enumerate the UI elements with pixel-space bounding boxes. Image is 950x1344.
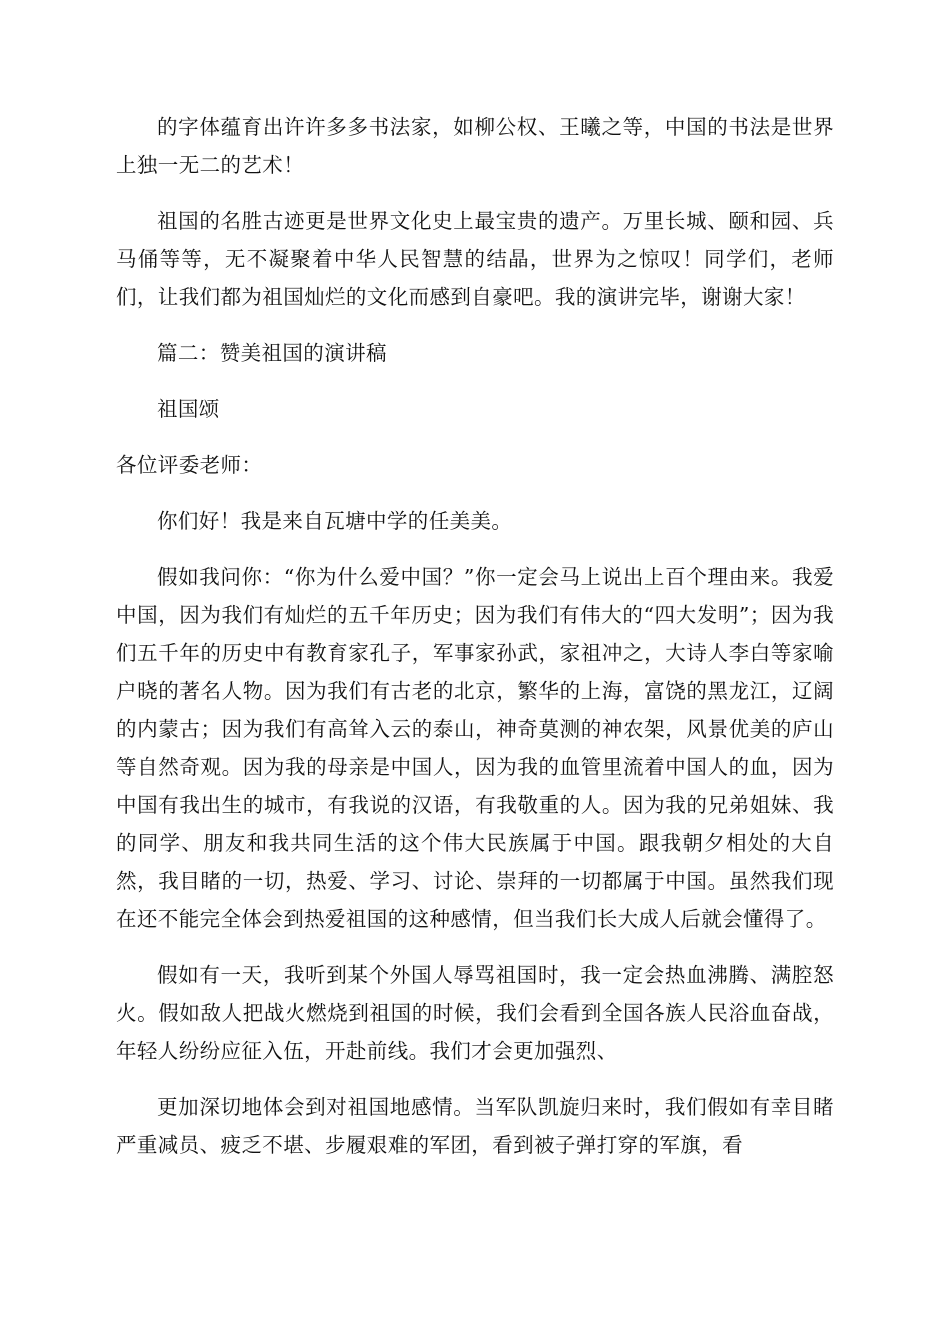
section-heading: 篇二：赞美祖国的演讲稿 [157, 341, 387, 365]
greeting: 你们好！我是来自瓦塘中学的任美美。 [157, 509, 513, 533]
speech-title: 祖国颂 [157, 397, 220, 421]
paragraph-why-love-china: 假如我问你：“你为什么爱中国？”你一定会马上说出上百个理由来。我爱中国，因为我们有灿烂的五千年历史；因为我们有伟大的“四大发明”；因为我们五千年的历史中有教育家孔子，军事家孙武，家祖冲之，大诗人李白等家喻户晓的著名人物。因为我们有古老的北京，繁华的上海，富饶的黑龙江，辽阔的内蒙古；因为我们有高耸入云的泰山，神奇莫测的神农架，风景优美的庐山等自然奇观。因为我的母亲是中国人，因为我的血管里流着中国人的血，因为中国有我出生的城市，有我说的汉语，有我敬重的人。因为我的兄弟姐妹、我的同学、朋友和我共同生活的这个伟大民族属于中国。跟我朝夕相处的大自然，我目睹的一切，热爱、学习、讨论、崇拜的一切都属于中国。虽然我们现在还不能完全体会到热爱祖国的这种感情，但当我们长大成人后就会懂得了。 [116, 565, 834, 931]
document-body [116, 108, 834, 1164]
paragraph-army-return: 更加深切地体会到对祖国地感情。当军队凯旋归来时，我们假如有幸目睹严重减员、疲乏不堪、步履艰难的军团，看到被子弹打穿的军旗，看 [116, 1095, 834, 1157]
paragraph-calligraphy: 的字体蕴育出许许多多书法家，如柳公权、王曦之等，中国的书法是世界上独一无二的艺术！ [116, 115, 834, 177]
paragraph-historic-sites: 祖国的名胜古迹更是世界文化史上最宝贵的遗产。万里长城、颐和园、兵马俑等等，无不凝聚着中华人民智慧的结晶，世界为之惊叹！同学们，老师们，让我们都为祖国灿烂的文化而感到自豪吧。我的演讲完毕，谢谢大家！ [116, 209, 834, 309]
paragraph-if-insulted: 假如有一天，我听到某个外国人辱骂祖国时，我一定会热血沸腾、满腔怒火。假如敌人把战火燃烧到祖国的时候，我们会看到全国各族人民浴血奋战，年轻人纷纷应征入伍，开赴前线。我们才会更加强烈、 [116, 963, 834, 1063]
salutation: 各位评委老师： [116, 453, 263, 477]
